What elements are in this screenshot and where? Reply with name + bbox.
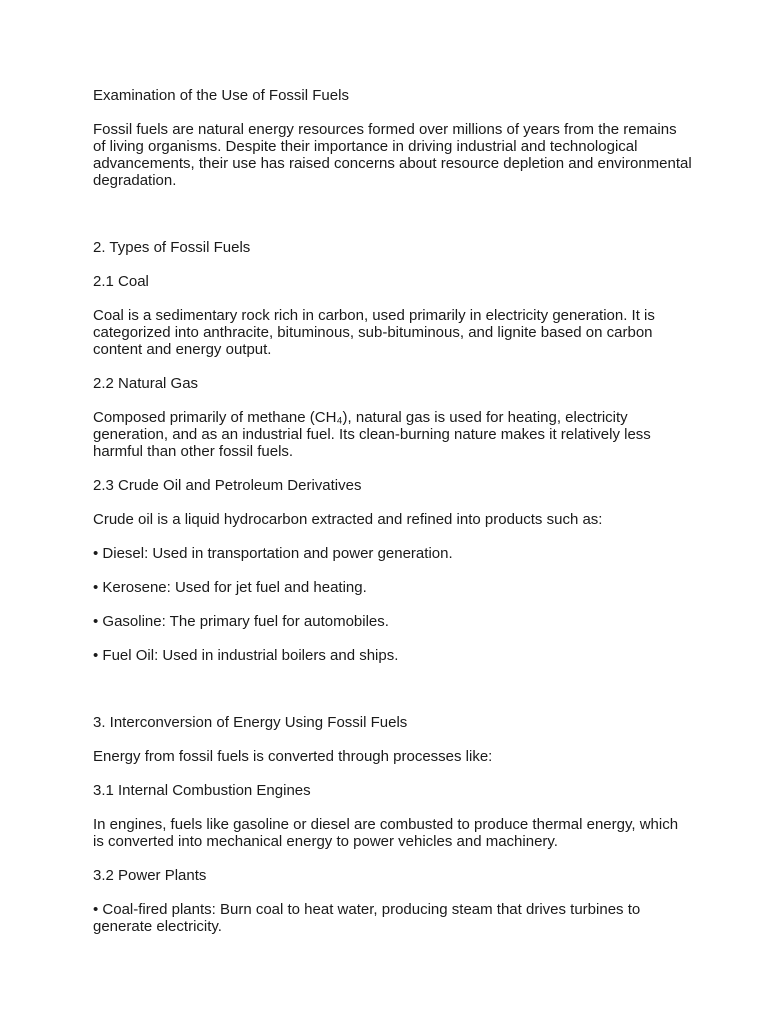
bullet-fuel-oil: • Fuel Oil: Used in industrial boilers and ships. xyxy=(93,647,399,664)
bullet-kerosene: • Kerosene: Used for jet fuel and heating. xyxy=(93,579,367,596)
document-title: Examination of the Use of Fossil Fuels xyxy=(93,87,349,104)
crude-oil-paragraph: Crude oil is a liquid hydrocarbon extracted and refined into products such as: xyxy=(93,511,603,528)
document-page xyxy=(93,87,693,935)
bullet-gasoline: • Gasoline: The primary fuel for automobiles. xyxy=(93,613,389,630)
natural-gas-paragraph: Composed primarily of methane (CH₄), natural gas is used for heating, electricity generation, and as an industrial fuel. Its clean-burning nature makes it relatively less harmful than other fossil fuels. xyxy=(93,409,651,460)
section-3-intro: Energy from fossil fuels is converted through processes like: xyxy=(93,748,493,765)
coal-heading: 2.1 Coal xyxy=(93,273,149,290)
natural-gas-heading: 2.2 Natural Gas xyxy=(93,375,199,392)
coal-paragraph: Coal is a sedimentary rock rich in carbon, used primarily in electricity generation. It is categorized into anthracite, bituminous, sub-bituminous, and lignite based on carbon content and energy output. xyxy=(93,307,655,358)
bullet-coal-fired-plants: • Coal-fired plants: Burn coal to heat water, producing steam that drives turbines to generate electricity. xyxy=(93,901,641,935)
bullet-diesel: • Diesel: Used in transportation and power generation. xyxy=(93,545,453,562)
intro-paragraph: Fossil fuels are natural energy resources formed over millions of years from the remains of living organisms. Despite their importance in driving industrial and technological advancements, their use has raised concerns about resource depletion and environmental degradation. xyxy=(93,121,692,189)
ice-paragraph: In engines, fuels like gasoline or diesel are combusted to produce thermal energy, which is converted into mechanical energy to power vehicles and machinery. xyxy=(93,816,679,850)
ice-heading: 3.1 Internal Combustion Engines xyxy=(93,782,311,799)
section-3-heading: 3. Interconversion of Energy Using Fossil Fuels xyxy=(93,714,408,731)
section-2-heading: 2. Types of Fossil Fuels xyxy=(93,239,251,256)
power-plants-heading: 3.2 Power Plants xyxy=(93,867,207,884)
crude-oil-heading: 2.3 Crude Oil and Petroleum Derivatives xyxy=(93,477,362,494)
